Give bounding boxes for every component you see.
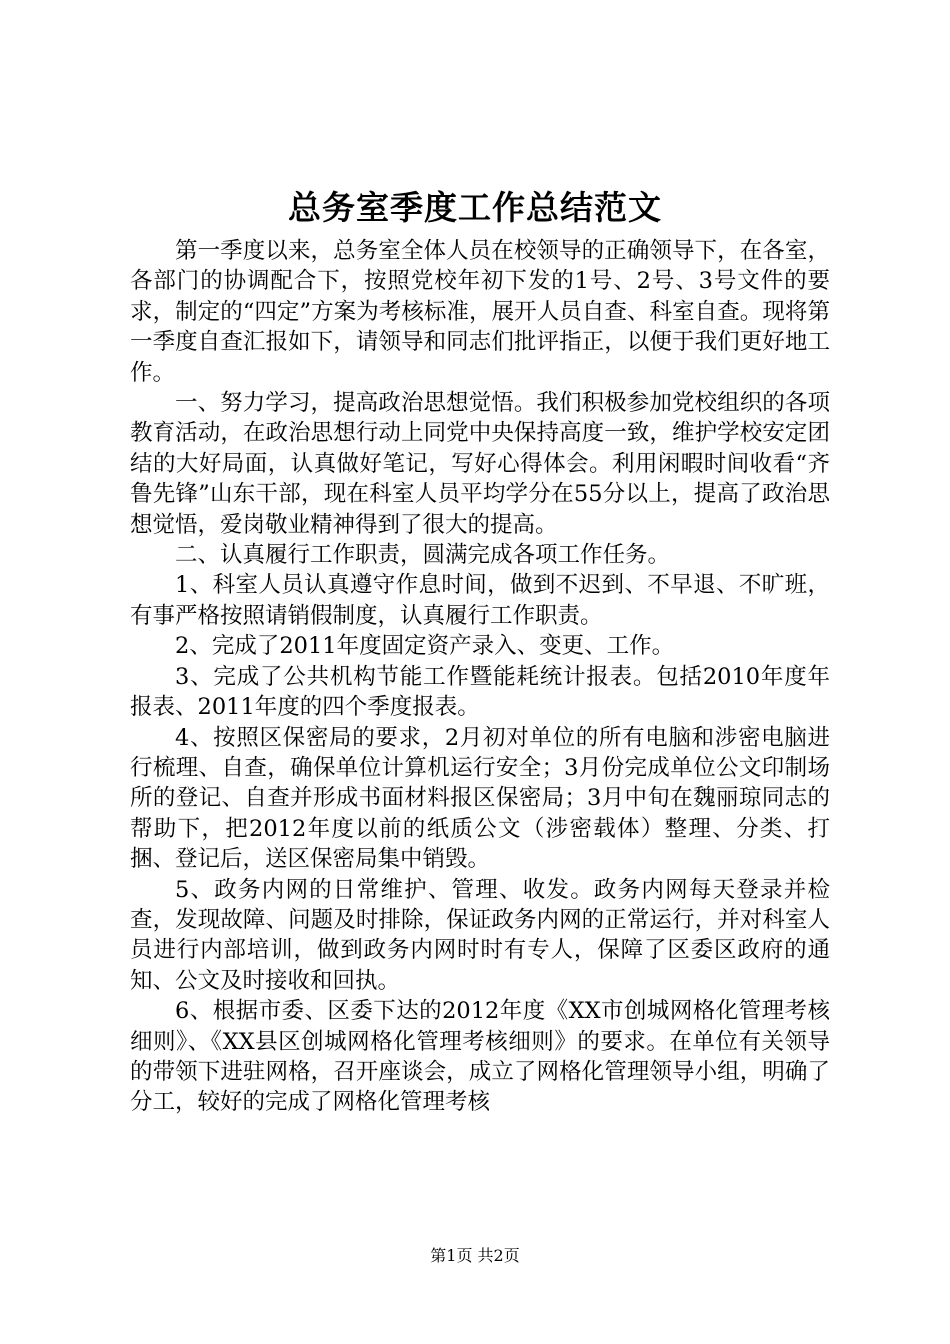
document-body	[130, 236, 830, 1118]
paragraph-item-1: 1、科室人员认真遵守作息时间，做到不迟到、不早退、不旷班，有事严格按照请销假制度，认真履行工作职责。	[130, 572, 830, 629]
paragraph-item-6: 6、根据市委、区委下达的2012年度《XX市创城网格化管理考核细则》、《XX县区创城网格化管理考核细则》的要求。在单位有关领导的带领下进驻网格，召开座谈会，成立了网格化管理领导小组，明确了分工，较好的完成了网格化管理考核	[130, 998, 830, 1116]
page-footer: 第1页 共2页	[430, 1246, 520, 1265]
paragraph-section-2-heading: 二、认真履行工作职责，圆满完成各项工作任务。	[175, 542, 671, 569]
paragraph-section-1: 一、努力学习，提高政治思想觉悟。我们积极参加党校组织的各项教育活动，在政治思想行动上同党中央保持高度一致，维护学校安定团结的大好局面，认真做好笔记，写好心得体会。利用闲暇时间收看“齐鲁先锋”山东干部，现在科室人员平均学分在55分以上，提高了政治思想觉悟，爱岗敬业精神得到了很大的提高。	[130, 390, 830, 538]
paragraph-item-4: 4、按照区保密局的要求，2月初对单位的所有电脑和涉密电脑进行梳理、自查，确保单位计算机运行安全；3月份完成单位公文印制场所的登记、自查并形成书面材料报区保密局；3月中旬在魏丽琼同志的帮助下，把2012年度以前的纸质公文（涉密载体）整理、分类、打捆、登记后，送区保密局集中销毁。	[130, 724, 830, 873]
paragraph-intro: 第一季度以来，总务室全体人员在校领导的正确领导下，在各室，各部门的协调配合下，按照党校年初下发的1号、2号、3号文件的要求，制定的“四定”方案为考核标准，展开人员自查、科室自查。现将第一季度自查汇报如下，请领导和同志们批评指正，以便于我们更好地工作。	[130, 238, 830, 386]
paragraph-item-2: 2、完成了2011年度固定资产录入、变更、工作。	[175, 633, 675, 660]
paragraph-item-3: 3、完成了公共机构节能工作暨能耗统计报表。包括2010年度年报表、2011年度的四个季度报表。	[130, 663, 830, 721]
paragraph-item-5: 5、政务内网的日常维护、管理、收发。政务内网每天登录并检查，发现故障、问题及时排除，保证政务内网的正常运行，并对科室人员进行内部培训，做到政务内网时时有专人，保障了区委区政府的通知、公文及时接收和回执。	[130, 876, 830, 994]
document-title: 总务室季度工作总结范文	[288, 188, 662, 227]
